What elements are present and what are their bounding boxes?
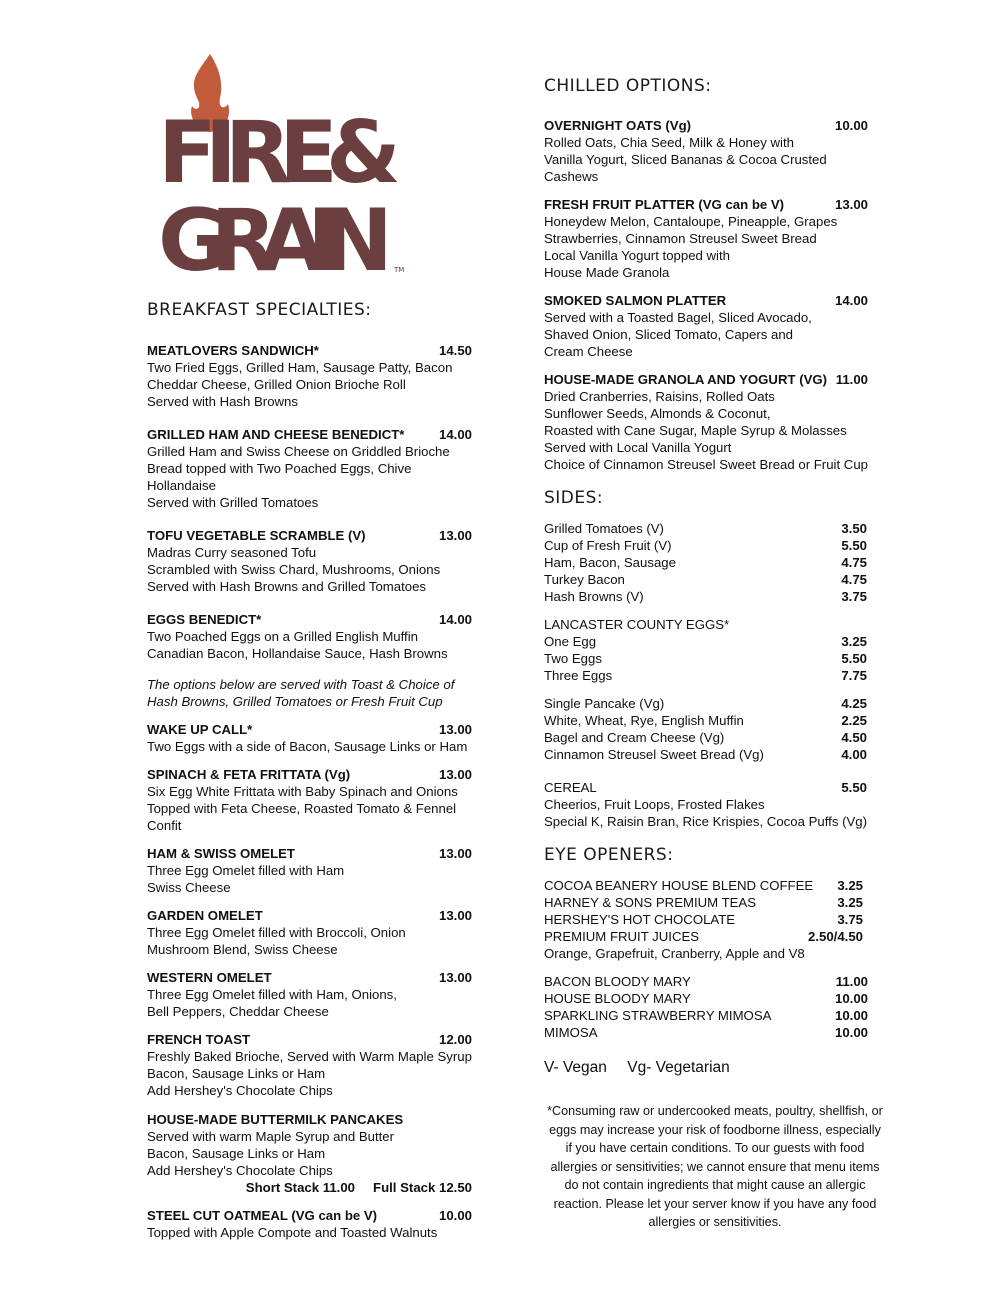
menu-item bbox=[147, 342, 477, 410]
item-desc-line: Rolled Oats, Chia Seed, Milk & Honey with bbox=[544, 135, 794, 150]
legend-vegan: V- Vegan bbox=[544, 1059, 607, 1076]
item-desc bbox=[147, 1128, 477, 1179]
item-head bbox=[544, 196, 874, 213]
item-head bbox=[147, 766, 477, 783]
item-desc bbox=[147, 443, 477, 511]
item-price: 11.00 bbox=[835, 372, 868, 387]
desc-line: Served with warm Maple Syrup and Butter bbox=[147, 1129, 395, 1144]
row-price: 3.75 bbox=[841, 589, 867, 604]
pancake-prices bbox=[147, 1179, 477, 1196]
item-name: HAM & SWISS OMELET bbox=[147, 846, 295, 861]
row-name: PREMIUM FRUIT JUICES bbox=[544, 929, 700, 944]
menu-item bbox=[147, 766, 477, 834]
item-price: 10.00 bbox=[438, 1208, 472, 1223]
item-head bbox=[147, 342, 477, 359]
item-price: 14.00 bbox=[834, 293, 868, 308]
item-desc bbox=[147, 783, 477, 834]
price-row bbox=[544, 588, 874, 605]
price-row bbox=[544, 1007, 874, 1024]
diet-legend bbox=[544, 1059, 874, 1077]
item-desc bbox=[544, 309, 874, 360]
item-name: TOFU VEGETABLE SCRAMBLE (V) bbox=[147, 528, 366, 543]
eye-group-2 bbox=[544, 973, 874, 1041]
menu-item bbox=[544, 117, 874, 185]
item-price: 14.50 bbox=[438, 343, 472, 358]
row-price: 4.25 bbox=[841, 696, 867, 711]
price-row bbox=[544, 667, 874, 684]
item-price: 12.00 bbox=[438, 1032, 472, 1047]
item-desc-line: Vanilla Yogurt, Sliced Bananas & Cocoa Crusted Cashews bbox=[544, 152, 827, 184]
item-desc bbox=[147, 359, 477, 410]
row-name: Single Pancake (Vg) bbox=[544, 696, 665, 711]
price-row bbox=[544, 990, 874, 1007]
price-row bbox=[544, 729, 874, 746]
item-desc-line: Served with Hash Browns and Grilled Tomatoes bbox=[147, 579, 427, 594]
item-head bbox=[147, 426, 477, 443]
row-price: 3.25 bbox=[841, 634, 867, 649]
row-name: SPARKLING STRAWBERRY MIMOSA bbox=[544, 1008, 772, 1023]
row-name: Grilled Tomatoes (V) bbox=[544, 521, 664, 536]
item-desc-line: Scrambled with Swiss Chard, Mushrooms, Onions bbox=[147, 562, 441, 577]
row-price: 5.50 bbox=[841, 538, 867, 553]
item-desc-line: Bread topped with Two Poached Eggs, Chive Hollandaise bbox=[147, 461, 412, 493]
eye-title: EYE OPENERS: bbox=[544, 845, 674, 865]
menu-item bbox=[147, 426, 477, 511]
item-head bbox=[147, 845, 477, 862]
desc-line: Topped with Apple Compote and Toasted Walnuts bbox=[147, 1225, 438, 1240]
sides-group-1 bbox=[544, 520, 874, 605]
item-name: HOUSE-MADE BUTTERMILK PANCAKES bbox=[147, 1112, 404, 1127]
row-price: 3.25 bbox=[837, 895, 863, 910]
item-desc bbox=[147, 738, 477, 755]
juice-line: Orange, Grapefruit, Cranberry, Apple and V8 bbox=[544, 946, 805, 961]
item-name: SPINACH & FETA FRITTATA (Vg) bbox=[147, 767, 351, 782]
item-desc bbox=[544, 213, 874, 281]
row-name: Turkey Bacon bbox=[544, 572, 625, 587]
item-desc-line: Two Eggs with a side of Bacon, Sausage Links or Ham bbox=[147, 739, 468, 754]
item-price: 13.00 bbox=[438, 970, 472, 985]
item-name: GRILLED HAM AND CHEESE BENEDICT* bbox=[147, 427, 405, 442]
desc-line: Cheerios, Fruit Loops, Frosted Flakes bbox=[544, 797, 765, 812]
item-price: 13.00 bbox=[438, 767, 472, 782]
breakfast-note: The options below are served with Toast & Choice of Hash Browns, Grilled Tomatoes or Fresh Fruit Cup bbox=[147, 677, 455, 709]
row-name: White, Wheat, Rye, English Muffin bbox=[544, 713, 744, 728]
item-name: FRENCH TOAST bbox=[147, 1032, 251, 1047]
price-row bbox=[544, 928, 874, 945]
price-row bbox=[544, 911, 874, 928]
sides-title: SIDES: bbox=[544, 488, 604, 508]
eggs-label: LANCASTER COUNTY EGGS* bbox=[544, 617, 730, 632]
row-name: Three Eggs bbox=[544, 668, 613, 683]
item-name: WESTERN OMELET bbox=[147, 970, 272, 985]
desc-line: Add Hershey's Chocolate Chips bbox=[147, 1163, 333, 1178]
item-head bbox=[147, 721, 477, 738]
full-stack-price: Full Stack 12.50 bbox=[373, 1180, 472, 1195]
cereal-desc bbox=[544, 796, 874, 830]
price-row bbox=[544, 712, 874, 729]
item-desc-line: Mushroom Blend, Swiss Cheese bbox=[147, 942, 338, 957]
item-desc bbox=[147, 544, 477, 595]
item-desc-line: Shaved Onion, Sliced Tomato, Capers and bbox=[544, 327, 794, 342]
item-name: FRESH FRUIT PLATTER (VG can be V) bbox=[544, 197, 785, 212]
price-row bbox=[544, 746, 874, 763]
price-row bbox=[544, 1024, 874, 1041]
pancakes-item bbox=[147, 1111, 477, 1196]
item-desc-line: Grilled Ham and Swiss Cheese on Griddled Brioche bbox=[147, 444, 450, 459]
item-desc-line: Local Vanilla Yogurt topped with bbox=[544, 248, 730, 263]
item-desc-line: Cream Cheese bbox=[544, 344, 633, 359]
breakfast-list-2 bbox=[147, 721, 477, 1099]
sides-group-3 bbox=[544, 695, 874, 763]
row-price: 5.50 bbox=[841, 651, 867, 666]
item-desc bbox=[544, 134, 874, 185]
item-desc-line: Add Hershey's Chocolate Chips bbox=[147, 1083, 333, 1098]
item-head bbox=[147, 611, 477, 628]
item-name: GARDEN OMELET bbox=[147, 908, 263, 923]
item-desc-line: Honeydew Melon, Cantaloupe, Pineapple, Grapes bbox=[544, 214, 838, 229]
row-name: COCOA BEANERY HOUSE BLEND COFFEE bbox=[544, 878, 814, 893]
item-desc-line: Madras Curry seasoned Tofu bbox=[147, 545, 317, 560]
cereal-name: CEREAL bbox=[544, 780, 597, 795]
breakfast-title: BREAKFAST SPECIALTIES: bbox=[147, 300, 372, 320]
row-name: Cinnamon Streusel Sweet Bread (Vg) bbox=[544, 747, 764, 762]
item-head bbox=[147, 527, 477, 544]
row-price: 10.00 bbox=[834, 991, 868, 1006]
row-price: 11.00 bbox=[835, 974, 868, 989]
item-desc-line: Dried Cranberries, Raisins, Rolled Oats bbox=[544, 389, 775, 404]
item-head bbox=[147, 1031, 477, 1048]
desc-line: Special K, Raisin Bran, Rice Krispies, Cocoa Puffs (Vg) bbox=[544, 814, 867, 829]
item-desc-line: Roasted with Cane Sugar, Maple Syrup & Molasses bbox=[544, 423, 847, 438]
item-desc bbox=[147, 924, 477, 958]
row-price: 3.25 bbox=[837, 878, 863, 893]
item-desc-line: Six Egg White Frittata with Baby Spinach and Onions bbox=[147, 784, 458, 799]
row-name: MIMOSA bbox=[544, 1025, 598, 1040]
menu-item bbox=[544, 371, 874, 473]
short-stack-price: Short Stack 11.00 bbox=[245, 1180, 356, 1195]
row-name: HOUSE BLOODY MARY bbox=[544, 991, 691, 1006]
item-desc-line: Bacon, Sausage Links or Ham bbox=[147, 1066, 326, 1081]
logo-trademark: TM bbox=[394, 266, 405, 274]
item-desc bbox=[147, 862, 477, 896]
item-head bbox=[544, 117, 874, 134]
item-desc-line: Strawberries, Cinnamon Streusel Sweet Bread bbox=[544, 231, 817, 246]
legend-vegetarian: Vg- Vegetarian bbox=[627, 1059, 730, 1076]
item-desc-line: Served with Grilled Tomatoes bbox=[147, 495, 319, 510]
menu-item bbox=[147, 611, 477, 662]
breakfast-list-1 bbox=[147, 342, 477, 662]
menu-item bbox=[147, 845, 477, 896]
item-name: OVERNIGHT OATS (Vg) bbox=[544, 118, 692, 133]
item-price: 14.00 bbox=[438, 612, 472, 627]
row-name: Ham, Bacon, Sausage bbox=[544, 555, 676, 570]
fire-and-grain-logo bbox=[158, 52, 408, 277]
row-price: 2.25 bbox=[841, 713, 867, 728]
item-desc-line: Two Fried Eggs, Grilled Ham, Sausage Patty, Bacon bbox=[147, 360, 453, 375]
item-desc-line: Served with Hash Browns bbox=[147, 394, 298, 409]
item-desc-line: Sunflower Seeds, Almonds & Coconut, bbox=[544, 406, 771, 421]
item-desc-line: Swiss Cheese bbox=[147, 880, 231, 895]
item-desc-line: House Made Granola bbox=[544, 265, 670, 280]
item-head bbox=[147, 1111, 477, 1128]
price-row bbox=[544, 520, 874, 537]
item-price: 13.00 bbox=[438, 528, 472, 543]
desc-line: Bacon, Sausage Links or Ham bbox=[147, 1146, 326, 1161]
item-desc-line: Served with Local Vanilla Yogurt bbox=[544, 440, 732, 455]
menu-item bbox=[147, 527, 477, 595]
item-name: STEEL CUT OATMEAL (VG can be V) bbox=[147, 1208, 378, 1223]
item-desc bbox=[147, 628, 477, 662]
price-row bbox=[544, 554, 874, 571]
sides-group-2 bbox=[544, 633, 874, 684]
price-row bbox=[544, 695, 874, 712]
price-row bbox=[544, 537, 874, 554]
price-row bbox=[544, 894, 874, 911]
row-name: HERSHEY'S HOT CHOCOLATE bbox=[544, 912, 736, 927]
item-desc bbox=[544, 388, 874, 473]
item-desc-line: Cheddar Cheese, Grilled Onion Brioche Roll bbox=[147, 377, 406, 392]
row-name: Hash Browns (V) bbox=[544, 589, 644, 604]
item-head bbox=[544, 292, 874, 309]
cereal-price: 5.50 bbox=[841, 780, 867, 795]
item-desc-line: Freshly Baked Brioche, Served with Warm Maple Syrup bbox=[147, 1049, 472, 1064]
item-head bbox=[147, 969, 477, 986]
menu-item bbox=[544, 196, 874, 281]
item-desc-line: Served with a Toasted Bagel, Sliced Avocado, bbox=[544, 310, 812, 325]
row-price: 4.75 bbox=[841, 572, 867, 587]
item-desc-line: Two Poached Eggs on a Grilled English Muffin bbox=[147, 629, 418, 644]
right-column bbox=[544, 76, 883, 1232]
item-head bbox=[147, 1207, 477, 1224]
logo-line2: GRAIN bbox=[158, 191, 390, 277]
item-price: 13.00 bbox=[438, 846, 472, 861]
item-desc-line: Three Egg Omelet filled with Ham bbox=[147, 863, 345, 878]
logo-line1: FIRE& bbox=[158, 103, 398, 203]
item-desc bbox=[147, 1048, 477, 1099]
item-name: MEATLOVERS SANDWICH* bbox=[147, 343, 319, 358]
item-desc-line: Choice of Cinnamon Streusel Sweet Bread or Fruit Cup bbox=[544, 457, 868, 472]
price-row bbox=[544, 650, 874, 667]
row-price: 7.75 bbox=[841, 668, 867, 683]
item-name: SMOKED SALMON PLATTER bbox=[544, 293, 727, 308]
item-price: 13.00 bbox=[834, 197, 868, 212]
cereal-row bbox=[544, 779, 874, 796]
row-price: 4.75 bbox=[841, 555, 867, 570]
row-name: Cup of Fresh Fruit (V) bbox=[544, 538, 672, 553]
row-name: HARNEY & SONS PREMIUM TEAS bbox=[544, 895, 757, 910]
row-price: 3.50 bbox=[841, 521, 867, 536]
row-name: One Egg bbox=[544, 634, 597, 649]
item-desc-line: Bell Peppers, Cheddar Cheese bbox=[147, 1004, 329, 1019]
item-name: EGGS BENEDICT* bbox=[147, 612, 262, 627]
item-price: 10.00 bbox=[834, 118, 868, 133]
row-price: 3.75 bbox=[837, 912, 863, 927]
item-price: 13.00 bbox=[438, 908, 472, 923]
item-price: 13.00 bbox=[438, 722, 472, 737]
item-head bbox=[544, 371, 874, 388]
oatmeal-item bbox=[147, 1207, 477, 1241]
row-name: Two Eggs bbox=[544, 651, 602, 666]
row-price: 2.50/4.50 bbox=[808, 929, 863, 944]
eye-group-1 bbox=[544, 877, 874, 945]
chilled-list bbox=[544, 117, 874, 473]
row-name: Bagel and Cream Cheese (Vg) bbox=[544, 730, 725, 745]
price-row bbox=[544, 877, 874, 894]
item-desc-line: Three Egg Omelet filled with Broccoli, Onion bbox=[147, 925, 406, 940]
item-desc bbox=[147, 986, 477, 1020]
item-name: WAKE UP CALL* bbox=[147, 722, 253, 737]
item-desc-line: Topped with Feta Cheese, Roasted Tomato & Fennel Confit bbox=[147, 801, 457, 833]
item-name: HOUSE-MADE GRANOLA AND YOGURT (VG) bbox=[544, 372, 828, 387]
logo-graphic bbox=[158, 52, 408, 277]
item-desc-line: Three Egg Omelet filled with Ham, Onions, bbox=[147, 987, 397, 1002]
row-name: BACON BLOODY MARY bbox=[544, 974, 691, 989]
row-price: 4.00 bbox=[841, 747, 867, 762]
item-price: 14.00 bbox=[438, 427, 472, 442]
menu-item bbox=[147, 1031, 477, 1099]
row-price: 10.00 bbox=[834, 1008, 868, 1023]
price-row bbox=[544, 571, 874, 588]
left-column bbox=[147, 300, 477, 1241]
price-row bbox=[544, 633, 874, 650]
disclaimer: *Consuming raw or undercooked meats, poultry, shellfish, or eggs may increase your risk of foodborne illness, especially if you have certain conditions. To our guests with food allergies or sensitivities; we cannot ensure that menu items do not contain ingredients that might cause an allergic reaction. Please let your server know if you have any food allergies or sensitivities. bbox=[547, 1104, 883, 1229]
menu-item bbox=[147, 969, 477, 1020]
price-row bbox=[544, 973, 874, 990]
item-head bbox=[147, 907, 477, 924]
menu-item bbox=[147, 721, 477, 755]
row-price: 4.50 bbox=[841, 730, 867, 745]
cereal-item bbox=[544, 779, 874, 830]
row-price: 10.00 bbox=[834, 1025, 868, 1040]
menu-item bbox=[544, 292, 874, 360]
chilled-title: CHILLED OPTIONS: bbox=[544, 76, 712, 96]
item-desc bbox=[147, 1224, 477, 1241]
item-desc-line: Canadian Bacon, Hollandaise Sauce, Hash Browns bbox=[147, 646, 448, 661]
menu-item bbox=[147, 907, 477, 958]
